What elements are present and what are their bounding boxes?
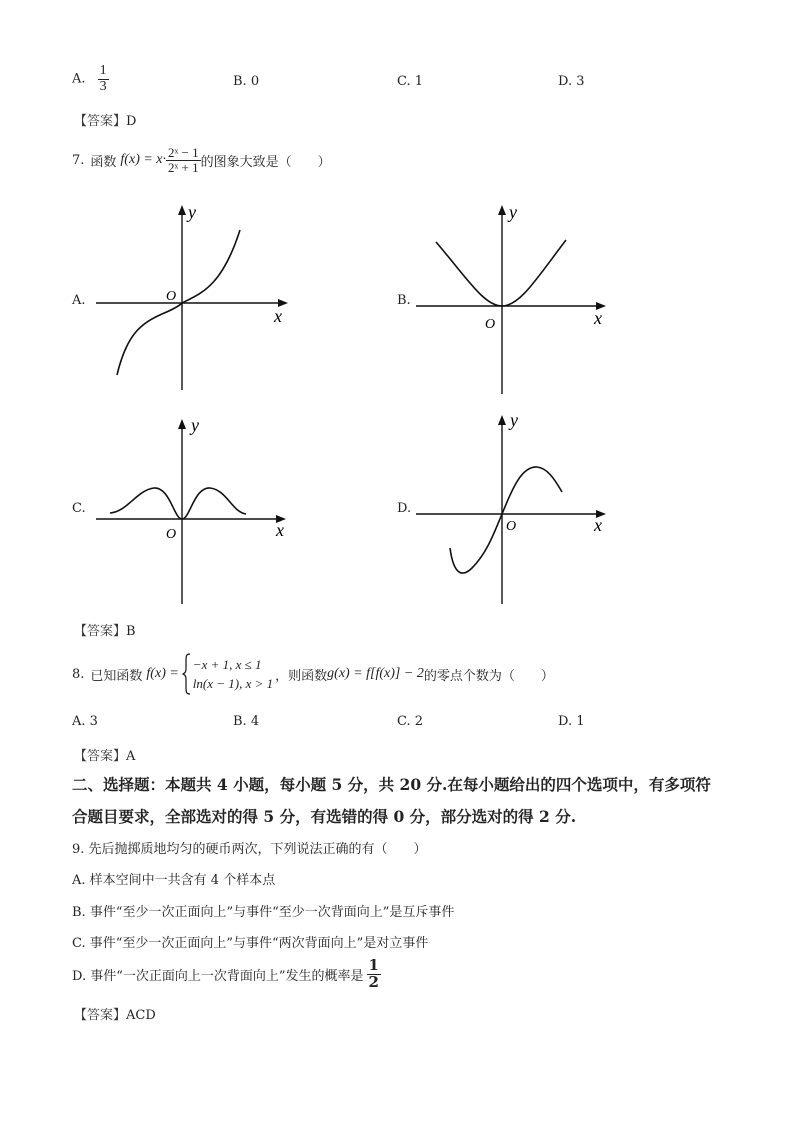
piecewise: −x + 1, x ≤ 1 ln(x − 1), x > 1 [182, 652, 273, 696]
q7-answer: 【答案】B [74, 624, 136, 639]
q9-answer: 【答案】ACD [74, 1008, 156, 1023]
section-heading-line1: 二、选择题：本题共 4 小题，每小题 5 分，共 20 分.在每小题给出的四个选项中，有多项符 [72, 775, 711, 794]
q6-option-a [72, 64, 109, 94]
origin-label: O [166, 527, 177, 542]
graph-a [92, 198, 302, 398]
q6-answer: 【答案】D [74, 114, 137, 129]
q9-option-a: A. 样本空间中一共含有 4 个样本点 [72, 873, 276, 888]
q9-option-c: C. 事件“至少一次正面向上”与事件“两次背面向上”是对立事件 [72, 936, 429, 951]
origin-label: O [166, 289, 177, 304]
section-heading-line2: 合题目要求，全部选对的得 5 分，有选错的得 0 分，部分选对的得 2 分. [72, 807, 577, 826]
y-label: y [510, 410, 518, 430]
q8-option-c: C. 2 [397, 714, 424, 729]
q7-stem: 7. 函数 f(x) = x· $\frac{\text{2ˣ − 1}}{\text{2ˣ + 1}}$ 的图象大致是（ ） [72, 145, 331, 175]
y-label: y [188, 202, 196, 222]
q8-option-d: D. 1 [558, 714, 585, 729]
q6-option-c: C. 1 [397, 74, 424, 89]
graph-b [412, 198, 612, 398]
graph-a-label: A. [72, 293, 86, 308]
graph-b-label: B. [397, 293, 411, 308]
y-arrow-icon [178, 205, 186, 215]
option-label: A. [72, 71, 86, 87]
y-arrow-icon [498, 415, 506, 425]
q6-option-d: D. 3 [558, 74, 585, 89]
q6-option-b: B. 0 [233, 74, 260, 89]
fraction: $\frac{\text{2ˣ − 1}}{\text{2ˣ + 1}}$ [168, 145, 199, 175]
q8-option-b: B. 4 [233, 714, 260, 729]
x-label: x [594, 515, 602, 535]
q9-stem: 9. 先后抛掷质地均匀的硬币两次，下列说法正确的有（ ） [72, 842, 427, 857]
x-label: x [274, 306, 282, 326]
y-arrow-icon [178, 419, 186, 429]
origin-label: O [485, 317, 496, 332]
graph-c-label: C. [72, 501, 86, 516]
y-arrow-icon [498, 205, 506, 215]
x-label: x [276, 520, 284, 540]
left-brace-icon [182, 652, 191, 696]
fraction: $\frac{1}{2}$ [368, 956, 379, 991]
x-label: x [594, 308, 602, 328]
q8-option-a: A. 3 [72, 714, 98, 729]
graph-d-label: D. [397, 501, 412, 516]
q9-option-d: D. 事件“一次正面向上一次背面向上”发生的概率是 $\frac{1}{2}$ [72, 956, 379, 991]
graph-c [92, 412, 302, 608]
q8-answer: 【答案】A [74, 749, 136, 764]
origin-label: O [506, 519, 517, 534]
curve [110, 488, 246, 519]
y-label: y [509, 202, 517, 222]
curve [436, 240, 566, 306]
y-label: y [191, 415, 199, 435]
q9-option-b: B. 事件“至少一次正面向上”与事件“至少一次背面向上”是互斥事件 [72, 905, 455, 920]
graph-d [412, 408, 612, 608]
q8-stem: 8. 已知函数 f(x) = −x + 1, x ≤ 1 ln(x − 1), x > 1 ，则函数 g(x) = f[f(x)] − 2 的零点个数为（ ） [72, 652, 554, 696]
fraction: $\frac{1}{3}$ [99, 63, 107, 94]
